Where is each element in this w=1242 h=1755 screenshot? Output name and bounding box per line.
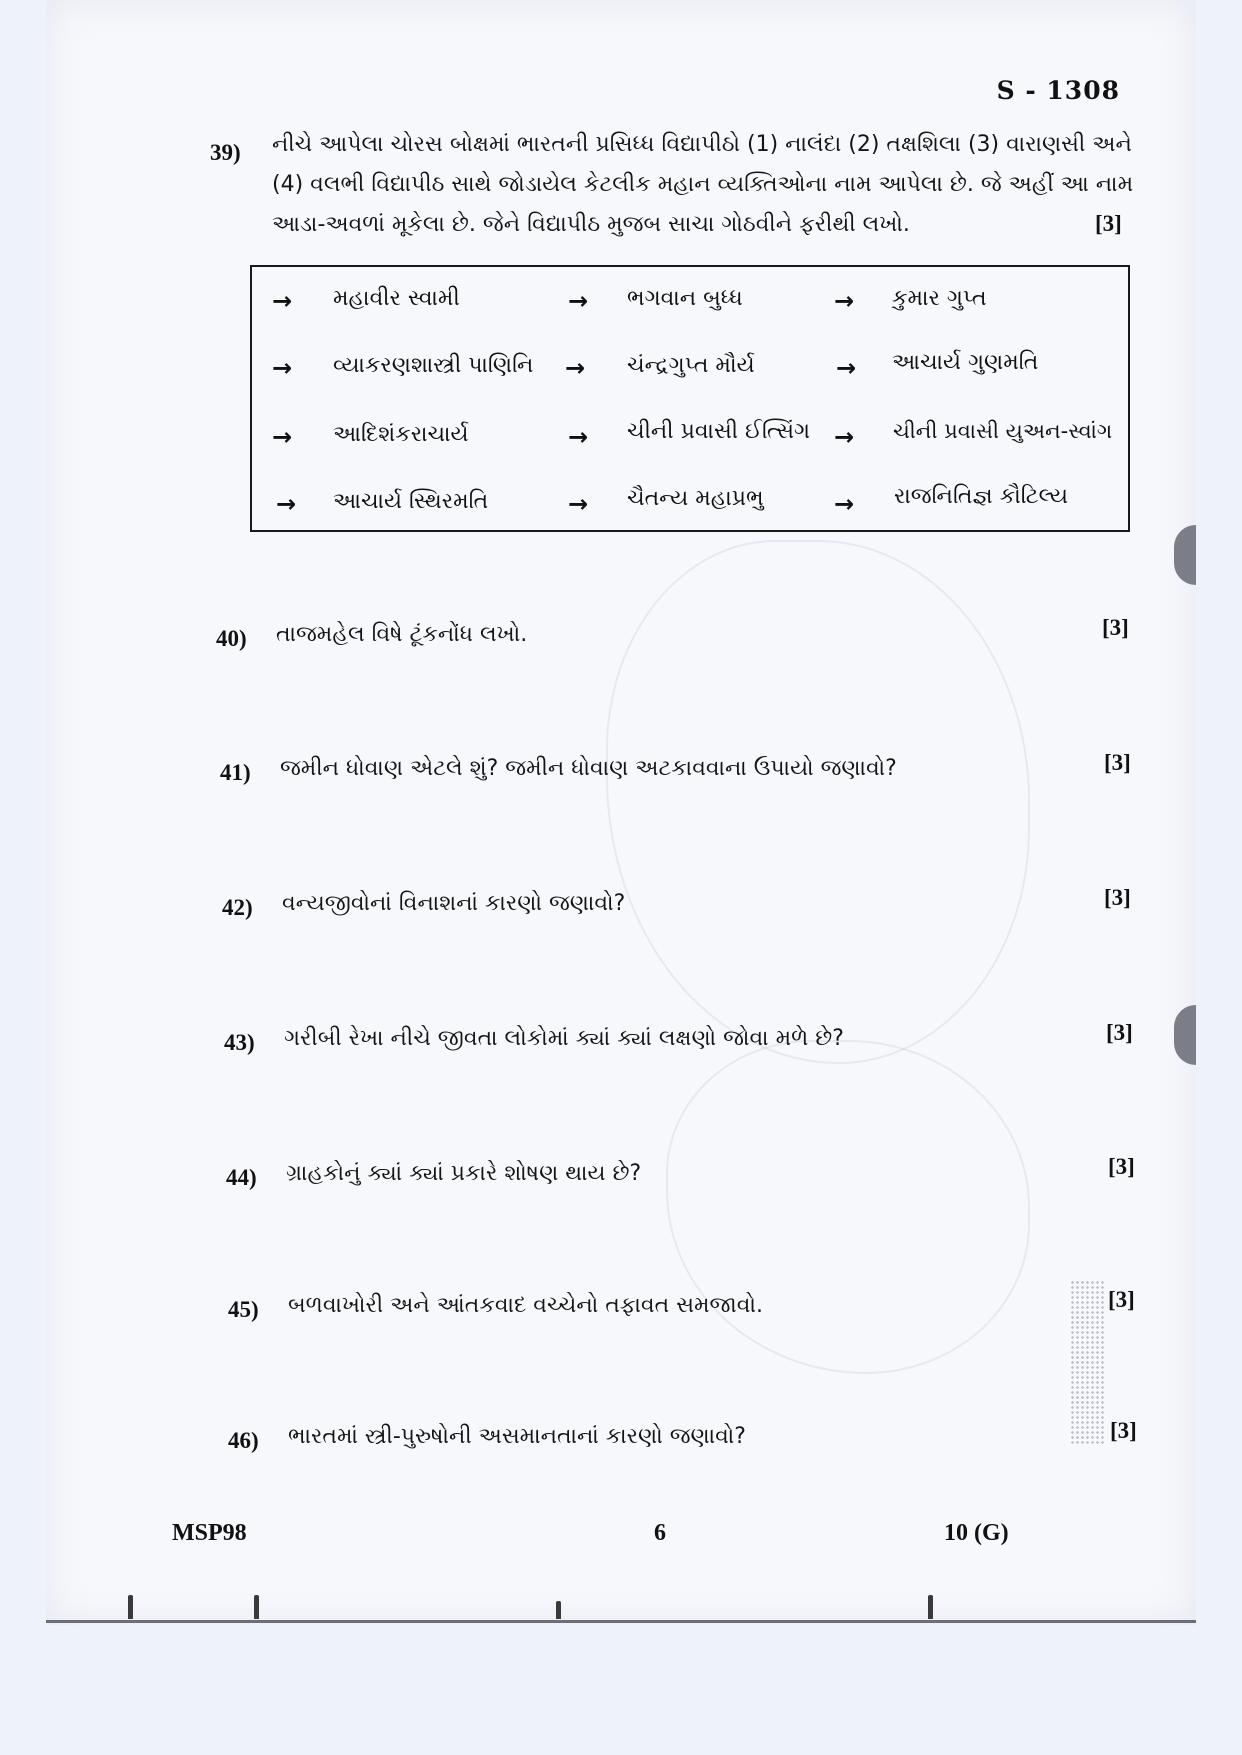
question-45-number: 45) (228, 1297, 259, 1322)
arrow-icon: → (568, 490, 589, 518)
box-name-r3-c2: ચીની પ્રવાસી ઈત્સિંગ (627, 419, 811, 444)
footer-page-number: 6 (654, 1520, 666, 1546)
question-46-marks: [3] (1110, 1418, 1137, 1443)
paper-code: S - 1308 (996, 76, 1120, 105)
arrow-icon: → (272, 354, 293, 382)
box-name-r1-c2: ભગવાન બુધ્ધ (627, 286, 743, 311)
footer-set-code: 10 (G) (944, 1520, 1009, 1546)
box-name-r3-c3: ચીની પ્રવાસી યુઅન-સ્વાંગ (893, 419, 1113, 443)
scanned-page (46, 0, 1196, 1625)
arrow-icon: → (836, 354, 857, 382)
question-40-marks: [3] (1102, 615, 1129, 640)
question-44-marks: [3] (1108, 1154, 1135, 1179)
question-40-number: 40) (216, 626, 247, 651)
question-42-marks: [3] (1104, 885, 1131, 910)
question-39-number: 39) (210, 140, 241, 165)
question-44-number: 44) (226, 1165, 257, 1190)
question-39-line-1: નીચે આપેલા ચોરસ બોક્ષમાં ભારતની પ્રસિધ્ધ વિદ્યાપીઠો (1) નાલંદા (2) તક્ષશિલા (3) વારાણસી અને (272, 132, 1132, 157)
question-39-line-2: (4) વલભી વિદ્યાપીઠ સાથે જોડાયેલ કેટલીક મહાન વ્યક્તિઓના નામ આપેલા છે. જે અહીં આ નામ (272, 172, 1134, 197)
question-46-number: 46) (228, 1428, 259, 1453)
question-39-marks: [3] (1095, 211, 1122, 236)
question-39-line-3: આડા-અવળાં મૂકેલા છે. જેને વિદ્યાપીઠ મુજબ સાચા ગોઠવીને ફરીથી લખો. (272, 212, 910, 237)
box-name-r4-c3: રાજનિતિજ્ઞ કૌટિલ્ય (894, 484, 1069, 509)
question-40-text: તાજમહેલ વિષે ટૂંકનોંધ લખો. (276, 622, 528, 647)
scan-mark (928, 1595, 933, 1619)
question-43-number: 43) (224, 1030, 255, 1055)
binding-notch-top (1174, 525, 1196, 585)
bleed-through-map-lower (666, 1040, 1030, 1374)
box-name-r2-c1: વ્યાકરણશાસ્ત્રી પાણિનિ (333, 353, 534, 378)
arrow-icon: → (568, 287, 589, 315)
scan-mark (254, 1595, 259, 1619)
arrow-icon: → (565, 354, 586, 382)
arrow-icon: → (276, 490, 297, 518)
question-43-marks: [3] (1106, 1020, 1133, 1045)
arrow-icon: → (834, 490, 855, 518)
arrow-icon: → (272, 423, 293, 451)
arrow-icon: → (834, 287, 855, 315)
box-name-r2-c2: ચંન્દ્રગુપ્ત મૌર્ય (627, 353, 755, 378)
question-45-marks: [3] (1108, 1287, 1135, 1312)
arrow-icon: → (272, 287, 293, 315)
box-name-r3-c1: આદિશંકરાચાર્ય (333, 422, 469, 447)
box-name-r1-c3: કુમાર ગુપ્ત (892, 286, 987, 311)
question-41-marks: [3] (1104, 750, 1131, 775)
question-43-text: ગરીબી રેખા નીચે જીવતા લોકોમાં ક્યાં ક્યાં લક્ષણો જોવા મળે છે? (284, 1026, 844, 1051)
scan-mark (128, 1595, 133, 1619)
question-42-number: 42) (222, 895, 253, 920)
question-45-text: બળવાખોરી અને આંતકવાદ વચ્ચેનો તફાવત સમજાવો. (288, 1293, 763, 1318)
page-bottom-edge (46, 1620, 1196, 1623)
question-44-text: ગ્રાહકોનું ક્યાં ક્યાં પ્રકારે શોષણ થાય છે? (286, 1161, 642, 1186)
box-name-r1-c1: મહાવીર સ્વામી (333, 286, 460, 311)
bleed-through-map (606, 540, 1030, 1064)
box-name-r4-c2: ચૈતન્ય મહાપ્રભુ (627, 486, 764, 511)
footer-paper-code: MSP98 (172, 1520, 247, 1546)
question-41-text: જમીન ધોવાણ એટલે શું? જમીન ધોવાણ અટકાવવાના ઉપાયો જણાવો? (280, 756, 897, 781)
question-46-text: ભારતમાં સ્ત્રી-પુરુષોની અસમાનતાનાં કારણો જણાવો? (288, 1424, 746, 1449)
question-42-text: વન્યજીવોનાં વિનાશનાં કારણો જણાવો? (282, 891, 626, 916)
arrow-icon: → (568, 423, 589, 451)
box-name-r4-c1: આચાર્ય સ્થિરમતિ (333, 489, 489, 514)
scan-mark (556, 1601, 561, 1619)
arrow-icon: → (834, 423, 855, 451)
binding-notch-bottom (1174, 1005, 1196, 1065)
halftone-strip (1070, 1280, 1104, 1445)
box-name-r2-c3: આચાર્ય ગુણમતિ (892, 350, 1039, 375)
question-41-number: 41) (220, 760, 251, 785)
